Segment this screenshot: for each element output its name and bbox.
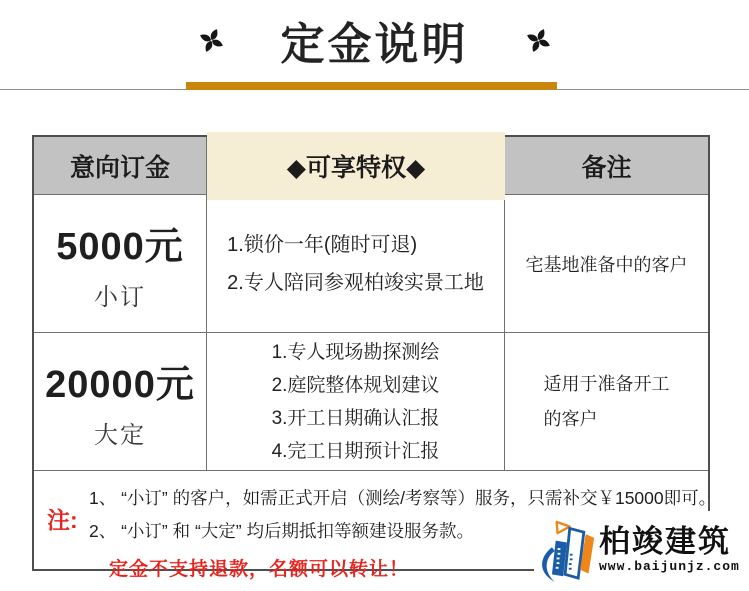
table-row-1-privileges-cell bbox=[207, 195, 505, 333]
table-row-2-privileges-cell bbox=[207, 333, 505, 471]
company-logo bbox=[534, 511, 740, 589]
flower-icon bbox=[198, 27, 225, 54]
company-name: 柏竣建筑 bbox=[599, 523, 731, 559]
table-row-1-amount-cell bbox=[34, 195, 207, 333]
privilege-item: 4.完工日期预计汇报 bbox=[271, 440, 440, 462]
deposit-tier: 大定 bbox=[94, 422, 146, 449]
title-row bbox=[0, 10, 749, 70]
privilege-item: 2.专人陪同参观柏竣实景工地 bbox=[227, 271, 484, 294]
flower-icon bbox=[525, 27, 552, 54]
privilege-item: 3.开工日期确认汇报 bbox=[271, 407, 440, 429]
building-logo-icon bbox=[536, 515, 596, 585]
remark-text-line: 适用于准备开工 bbox=[543, 373, 670, 394]
table-row-1-remark-cell bbox=[505, 195, 708, 333]
page-title: 定金说明 bbox=[280, 20, 469, 69]
deposit-amount: 20000元 bbox=[45, 364, 195, 406]
privilege-item: 1.锁价一年(随时可退) bbox=[227, 233, 418, 256]
deposit-table bbox=[32, 135, 717, 580]
column-header-deposit: 意向订金 bbox=[34, 137, 207, 195]
table-row-2-remark-cell bbox=[505, 333, 708, 471]
refund-warning-text: 定金不支持退款，名额可以转让！ bbox=[109, 559, 410, 580]
column-header-privileges: ◆可享特权◆ bbox=[207, 132, 505, 200]
table-row-2-amount-cell bbox=[34, 333, 207, 471]
privilege-item: 2.庭院整体规划建议 bbox=[271, 374, 440, 396]
remark-text: 宅基地准备中的客户 bbox=[525, 254, 688, 275]
deposit-amount: 5000元 bbox=[56, 226, 184, 268]
remark-text-line: 的客户 bbox=[543, 408, 598, 429]
deposit-tier: 小订 bbox=[94, 284, 146, 311]
gold-underline-bar bbox=[186, 82, 557, 90]
company-website: www.baijunjz.com bbox=[599, 559, 740, 575]
note-item: 2、 “小订” 和 “大定” 均后期抵扣等额建设服务款。 bbox=[89, 521, 474, 541]
note-label: 注: bbox=[47, 507, 78, 533]
privilege-item: 1.专人现场勘探测绘 bbox=[271, 341, 440, 363]
note-item: 1、 “小订” 的客户，如需正式开启（测绘/考察等）服务，只需补交￥15000即可。 bbox=[89, 488, 717, 508]
column-header-remark: 备注 bbox=[505, 137, 708, 195]
